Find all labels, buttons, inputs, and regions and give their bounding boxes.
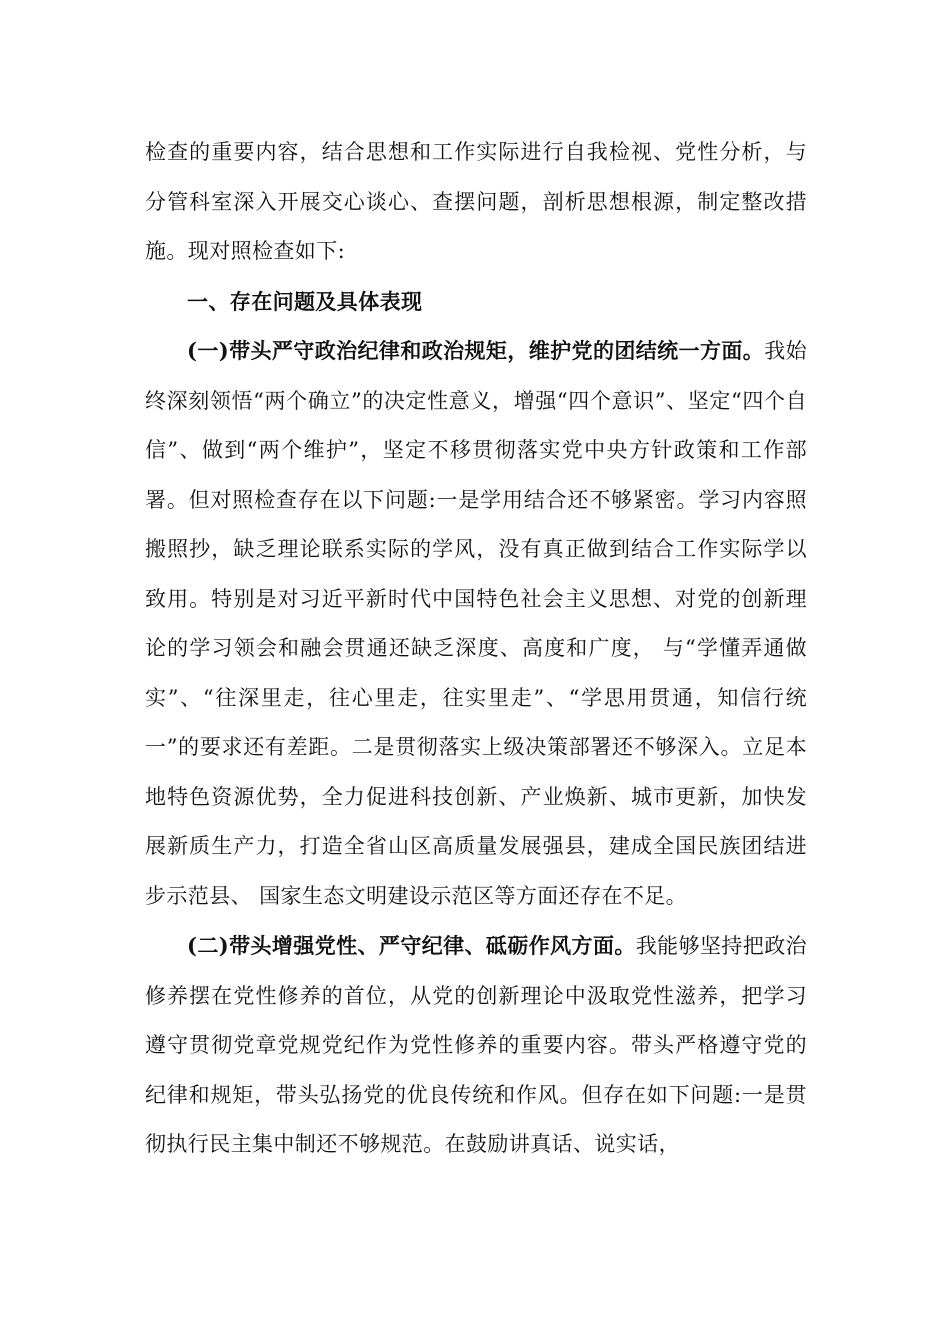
item-2-paragraph [145,921,807,1170]
item-2-title: (二)带头增强党性、严守纪律、砥砺作风方面。 [187,933,636,958]
intro-paragraph: 检查的重要内容，结合思想和工作实际进行自我检视、党性分析，与分管科室深入开展交心谈心、查摆问题，剖析思想根源，制定整改措施。现对照检查如下: [145,140,807,263]
item-1-title: (一)带头严守政治纪律和政治规矩，维护党的团结统一方面。 [187,338,765,363]
item-1-body: 我始终深刻领悟“两个确立”的决定性意义，增强“四个意识”、坚定“四个自信”、做到“两个维护”，坚定不移贯彻落实党中央方针政策和工作部署。但对照检查存在以下问题:一是学用结合还不够紧密。学习内容照搬照抄，缺乏理论联系实际的学风，没有真正做到结合工作实际学以致用。特别是对习近平新时代中国特色社会主义思想、对党的创新理论的学习领会和融会贯通还缺乏深度、高度和广度， 与“学懂弄通做实”、“往深里走，往心里走，往实里走”、“学思用贯通，知信行统一”的要求还有差距。二是贯彻落实上级决策部署还不够深入。立足本地特色资源优势，全力促进科技创新、产业焕新、城市更新，加快发展新质生产力，打造全省山区高质量发展强县，建成全国民族团结进步示范县、 国家生态文明建设示范区等方面还存在不足。 [145,339,807,908]
item-2-body: 我能够坚持把政治修养摆在党性修养的首位，从党的创新理论中汲取党性滋养，把学习遵守贯彻党章党规党纪作为党性修养的重要内容。带头严格遵守党的纪律和规矩，带头弘扬党的优良传统和作风。但存在如下问题:一是贯彻执行民主集中制还不够规范。在鼓励讲真话、说实话， [145,934,807,1156]
document-body [145,128,807,1170]
item-1-paragraph [145,326,807,921]
section-heading: 一、存在问题及具体表现 [187,288,423,314]
